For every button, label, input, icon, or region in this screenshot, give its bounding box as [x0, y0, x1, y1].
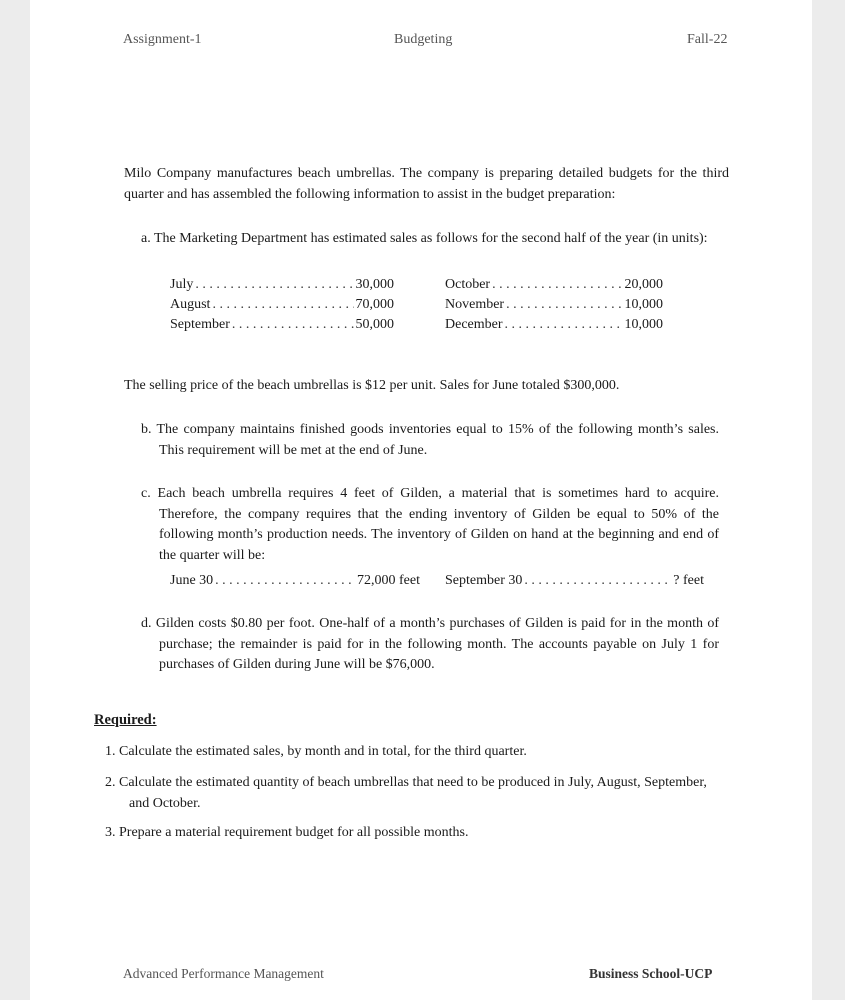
intro-paragraph: Milo Company manufactures beach umbrellas. The company is preparing detailed budgets for the third quarter and has assembled the following information to assist in the budget preparation: [124, 166, 729, 202]
sales-month: July [170, 277, 194, 292]
sales-units: 70,000 [355, 297, 394, 312]
sales-month: August [170, 297, 211, 312]
sales-row-august [170, 295, 394, 315]
sales-month: September [170, 317, 230, 332]
sales-month: December [445, 317, 503, 332]
footer-course: Advanced Performance Management [123, 966, 324, 981]
sales-units: 30,000 [355, 277, 394, 292]
footer-school: Business School-UCP [589, 966, 713, 981]
required-heading: Required: [94, 712, 157, 728]
sales-row-november [445, 295, 663, 315]
sales-units: 20,000 [624, 277, 663, 292]
sales-row-december [445, 315, 663, 335]
gilden-june-label: June 30 [170, 573, 214, 588]
sales-units: 10,000 [624, 297, 663, 312]
header-term: Fall-22 [687, 32, 728, 47]
gilden-june-value: 72,000 feet [357, 573, 420, 588]
required-item-3: 3. Prepare a material requirement budget for all possible months. [105, 825, 469, 840]
gilden-june-row [170, 571, 420, 591]
required-item-1: 1. Calculate the estimated sales, by month and in total, for the third quarter. [105, 744, 527, 759]
sales-units: 10,000 [624, 317, 663, 332]
sales-month: October [445, 277, 491, 292]
sales-row-october [445, 275, 663, 295]
item-b-text: b. The company maintains finished goods inventories equal to 15% of the following month’s sales. This requirement will be met at the end of June. [141, 422, 719, 458]
item-a-text: a. The Marketing Department has estimated sales as follows for the second half of the year (in units): [141, 231, 708, 246]
required-item-2: 2. Calculate the estimated quantity of beach umbrellas that need to be produced in July, August, September, and October. [105, 775, 707, 811]
sales-row-july [170, 275, 394, 295]
gilden-september-label: September 30 [445, 573, 523, 588]
sales-units: 50,000 [355, 317, 394, 332]
item-d-text: d. Gilden costs $0.80 per foot. One-half of a month’s purchases of Gilden is paid for in the month of purchase; the remainder is paid for in the following month. The accounts payable on July 1 for purchases of Gilden during June will be $76,000. [141, 616, 719, 672]
header-assignment: Assignment-1 [123, 32, 202, 47]
sales-month: November [445, 297, 505, 312]
selling-price-paragraph: The selling price of the beach umbrellas is $12 per unit. Sales for June totaled $300,000. [124, 378, 620, 393]
item-c-text: c. Each beach umbrella requires 4 feet of Gilden, a material that is sometimes hard to acquire. Therefore, the company requires that the ending inventory of Gilden be equal to 50% of the following month’s production needs. The inventory of Gilden on hand at the beginning and end of the quarter will be: [141, 486, 719, 563]
gilden-september-row [445, 571, 704, 591]
sales-row-september [170, 315, 394, 335]
header-topic: Budgeting [394, 32, 453, 47]
gilden-september-value: ? feet [673, 573, 704, 588]
